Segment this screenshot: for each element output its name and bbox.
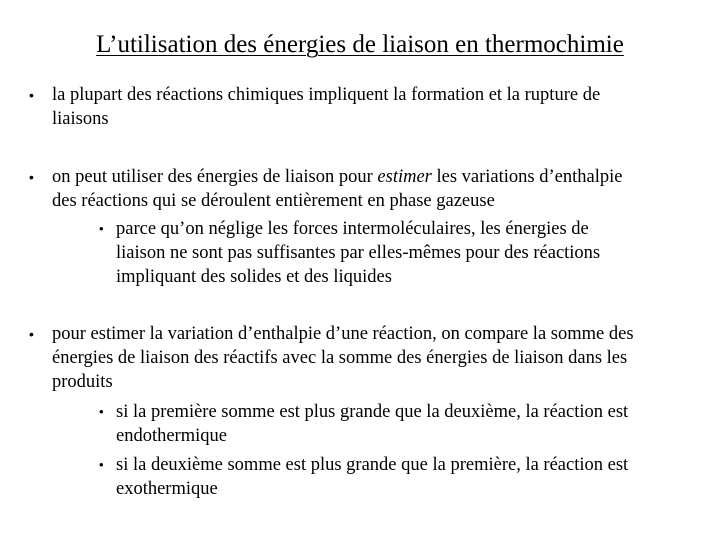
bullet-2-text-after: les variations d’enthalpie bbox=[431, 167, 623, 187]
bullet-2-line-2: des réactions qui se déroulent entièrement en phase gazeuse bbox=[52, 191, 495, 211]
slide-title bbox=[0, 30, 720, 60]
bullet-2-text-before: on peut utiliser des énergies de liaison pour bbox=[52, 167, 378, 187]
bullet-dot-icon: • bbox=[29, 87, 34, 103]
bullet-1-line-2: liaisons bbox=[52, 109, 109, 129]
bullet-2-sub-line-2: liaison ne sont pas suffisantes par elles-mêmes pour des réactions bbox=[116, 243, 601, 263]
bullet-1-line-1: la plupart des réactions chimiques impliquent la formation et la rupture de bbox=[52, 85, 601, 105]
bullet-2-line-1 bbox=[52, 165, 622, 189]
bullet-3-line-3: produits bbox=[52, 372, 113, 392]
bullet-2-sub bbox=[99, 217, 601, 289]
bullet-2-sub-line-3: impliquant des solides et des liquides bbox=[116, 267, 392, 287]
sub-bullet-dot-icon: • bbox=[99, 404, 104, 419]
bullet-3-sub-1-line-1: si la première somme est plus grande que la deuxième, la réaction est bbox=[116, 402, 629, 422]
sub-bullet-dot-icon: • bbox=[99, 457, 104, 472]
slide-title-text: L’utilisation des énergies de liaison en thermochimie bbox=[96, 31, 624, 58]
sub-bullet-dot-icon: • bbox=[99, 221, 104, 236]
bullet-3-sub-1-line-2: endothermique bbox=[116, 426, 227, 446]
bullet-dot-icon: • bbox=[29, 169, 34, 185]
bullet-3-sub-2 bbox=[99, 453, 629, 501]
bullet-2 bbox=[29, 165, 623, 213]
bullet-dot-icon: • bbox=[29, 326, 34, 342]
bullet-3-line-2: énergies de liaison des réactifs avec la somme des énergies de liaison dans les bbox=[52, 348, 628, 368]
bullet-3-sub-2-line-2: exothermique bbox=[116, 479, 218, 499]
bullet-3-line-1: pour estimer la variation d’enthalpie d’une réaction, on compare la somme des bbox=[52, 324, 634, 344]
bullet-3 bbox=[29, 322, 634, 394]
bullet-3-sub-1 bbox=[99, 400, 629, 448]
bullet-2-sub-line-1: parce qu’on néglige les forces intermoléculaires, les énergies de bbox=[116, 219, 589, 239]
bullet-1 bbox=[29, 83, 601, 131]
bullet-3-sub-2-line-1: si la deuxième somme est plus grande que la première, la réaction est bbox=[116, 455, 629, 475]
bullet-2-emphasis: estimer bbox=[377, 167, 432, 187]
